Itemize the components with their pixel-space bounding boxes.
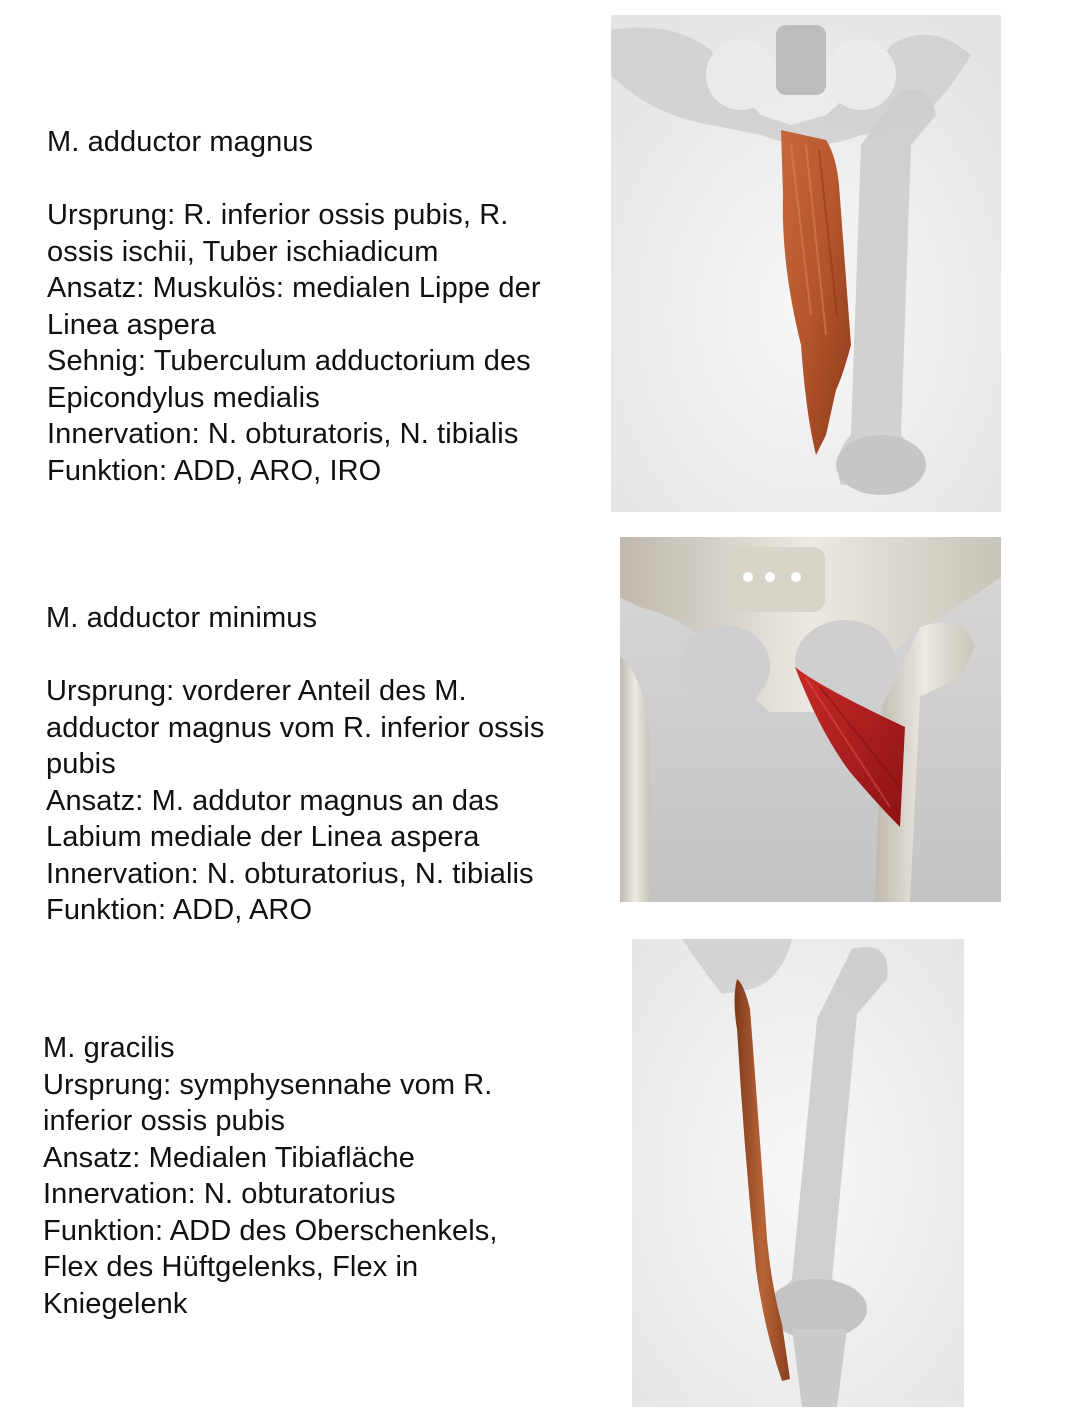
text-line-origin: Ursprung: symphysennahe vom R. — [43, 1068, 493, 1101]
text-line-innervation: Innervation: N. obturatorius — [43, 1178, 396, 1210]
text-line-tendon: Sehnig: Tuberculum adductorium des — [47, 345, 531, 377]
gracilis-illustration — [632, 939, 964, 1407]
text-line: pubis — [46, 748, 116, 780]
text-line-insertion: Ansatz: Muskulös: medialen Lippe der — [47, 272, 541, 304]
section-title: M. adductor minimus — [46, 602, 318, 634]
text-line-innervation: Innervation: N. obturatoris, N. tibialis — [47, 418, 519, 450]
gracilis-text — [43, 1030, 498, 1322]
adductor-minimus-illustration — [620, 537, 1001, 902]
text-line: Labium mediale der Linea aspera — [46, 821, 480, 853]
text-line: Kniegelenk — [43, 1287, 188, 1320]
text-line: Flex des Hüftgelenks, Flex in — [43, 1251, 419, 1283]
text-line-origin: Ursprung: vorderer Anteil des M. — [46, 675, 467, 707]
text-line-insertion: Ansatz: Medialen Tibiafläche — [43, 1141, 415, 1174]
text-line: ossis ischii, Tuber ischiadicum — [47, 235, 439, 268]
text-line: adductor magnus vom R. inferior ossis — [46, 711, 545, 744]
adductor-magnus-illustration — [611, 15, 1001, 512]
text-line-innervation: Innervation: N. obturatorius, N. tibialis — [46, 857, 534, 890]
section-title: M. gracilis — [43, 1032, 175, 1064]
text-line-insertion: Ansatz: M. addutor magnus an das — [46, 784, 499, 817]
text-line-function: Funktion: ADD des Oberschenkels, — [43, 1214, 498, 1247]
text-line: Linea aspera — [47, 308, 216, 341]
adductor-minimus-text — [46, 600, 545, 929]
text-line: inferior ossis pubis — [43, 1105, 286, 1137]
section-title: M. adductor magnus — [47, 126, 314, 158]
text-line: Epicondylus medialis — [47, 381, 320, 414]
text-line-origin: Ursprung: R. inferior ossis pubis, R. — [47, 199, 509, 231]
text-line-function: Funktion: ADD, ARO, IRO — [47, 454, 382, 487]
text-line-function: Funktion: ADD, ARO — [46, 894, 313, 926]
adductor-magnus-text — [47, 124, 541, 489]
